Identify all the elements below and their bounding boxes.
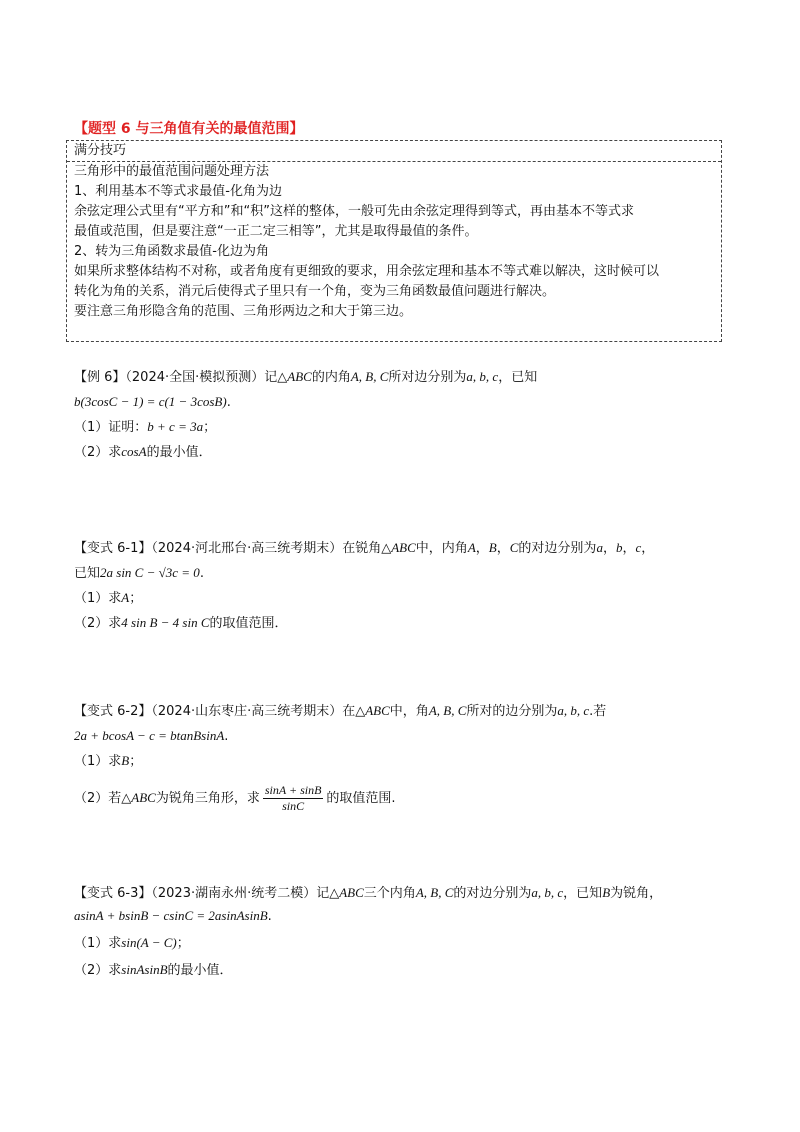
tips-line: 最值或范围，但是要注意“一正二定三相等”，尤其是取得最值的条件。 <box>74 224 478 239</box>
stem-text: ， <box>602 541 616 556</box>
question-suffix: 的取值范围. <box>326 791 396 806</box>
question-math: cosA <box>121 444 147 459</box>
stem-text: 所对的边分别为 <box>466 704 558 719</box>
problem-example-6 <box>74 366 537 462</box>
sides-math: a, b, c <box>557 703 590 718</box>
question-suffix: ； <box>203 420 217 435</box>
tips-line: 余弦定理公式里有“平方和”和“积”这样的整体，一般可先由余弦定理得到等式，再由基本不等式求 <box>74 204 634 219</box>
stem-text: 为锐角， <box>610 886 663 901</box>
tips-line: 1、利用基本不等式求最值-化角为边 <box>74 184 282 199</box>
tips-line: 要注意三角形隐含角的范围、三角形两边之和大于第三边。 <box>74 304 413 319</box>
stem-text: 中，内角 <box>415 541 468 556</box>
triangle-symbol: △ABC <box>355 703 390 718</box>
question-math: B <box>121 753 130 768</box>
problem-variant-6-1 <box>74 537 654 633</box>
stem-text: ，已知 <box>563 886 603 901</box>
tips-heading: 满分技巧 <box>74 143 127 158</box>
question-suffix: ； <box>176 936 190 951</box>
stem-text: ， <box>641 541 655 556</box>
question-1 <box>74 750 606 771</box>
question-prefix: （2）求 <box>74 963 122 978</box>
stem-text: 所对边分别为 <box>388 370 467 385</box>
question-suffix: 的最小值． <box>167 963 233 978</box>
problem-condition <box>74 562 654 583</box>
stem-text: 三个内角 <box>363 886 416 901</box>
problem-variant-6-3 <box>74 882 662 980</box>
stem-text: .若 <box>589 704 607 719</box>
condition-math: asinA + bsinB − csinC = 2asinAsinB <box>74 908 268 923</box>
stem-text: 的内角 <box>311 370 351 385</box>
sides-math: a, b, c <box>466 369 499 384</box>
problem-stem <box>74 882 662 903</box>
question-math: 4 sin B − 4 sin C <box>121 615 210 630</box>
question-prefix: （1）求 <box>74 591 122 606</box>
question-prefix: （1）求 <box>74 754 122 769</box>
problem-label: 【变式 6-2】 <box>74 704 152 719</box>
stem-text: 为锐角三角形，求 <box>155 791 260 806</box>
tips-line: 2、转为三角函数求最值-化边为角 <box>74 244 269 259</box>
problem-stem <box>74 366 537 387</box>
problem-source: （2024·全国·模拟预测）记 <box>125 370 278 385</box>
question-math: sin(A − C) <box>121 935 177 950</box>
stem-text: . <box>224 729 229 744</box>
triangle-symbol: △ABC <box>277 369 312 384</box>
question-prefix: （2）求 <box>74 616 122 631</box>
side-math: a <box>596 540 603 555</box>
question-suffix: 的最小值． <box>146 445 212 460</box>
question-prefix: （2）求 <box>74 445 122 460</box>
triangle-symbol: △ABC <box>329 885 364 900</box>
stem-text: . <box>199 566 204 581</box>
question-2 <box>74 441 537 462</box>
side-math: b <box>615 540 623 555</box>
problem-label: 【变式 6-3】 <box>74 886 152 901</box>
fraction <box>263 783 324 814</box>
question-prefix: （2）若 <box>74 791 122 806</box>
question-1 <box>74 932 662 953</box>
tips-box <box>66 140 722 342</box>
problem-source: （2024·山东枣庄·高三统考期末）在 <box>151 704 356 719</box>
problem-condition <box>74 391 537 412</box>
stem-text: 中，角 <box>389 704 429 719</box>
angles-math: A, B, C <box>415 885 454 900</box>
problem-variant-6-2 <box>74 700 606 815</box>
question-math: sinAsinB <box>121 962 168 977</box>
problem-condition <box>74 725 606 746</box>
question-prefix: （1）证明： <box>74 420 148 435</box>
stem-text: ， <box>622 541 636 556</box>
question-math: b + c = 3a <box>147 419 204 434</box>
condition-math: 2a sin C − √3c = 0 <box>100 565 200 580</box>
question-suffix: 的取值范围． <box>209 616 288 631</box>
stem-text: . <box>267 909 272 924</box>
sides-math: a, b, c <box>531 885 564 900</box>
stem-text: . <box>226 395 231 410</box>
problem-condition <box>74 905 662 926</box>
triangle-symbol: △ABC <box>381 540 416 555</box>
side-math: c <box>635 540 642 555</box>
tips-line: 如果所求整体结构不对称，或者角度有更细致的要求，用余弦定理和基本不等式难以解决，这时候可以 <box>74 264 660 279</box>
question-suffix: ； <box>129 754 143 769</box>
problem-source: （2023·湖南永州·统考二模）记 <box>151 886 330 901</box>
stem-text: ， <box>496 541 510 556</box>
question-math: A <box>121 590 130 605</box>
triangle-symbol: △ABC <box>121 790 156 805</box>
angles-math: A, B, C <box>428 703 467 718</box>
question-2 <box>74 612 654 633</box>
condition-math: 2a + bcosA − c = btanBsinA <box>74 728 225 743</box>
question-1 <box>74 587 654 608</box>
problem-stem <box>74 700 606 721</box>
question-prefix: （1）求 <box>74 936 122 951</box>
stem-text: 已知 <box>74 566 101 581</box>
problem-source: （2024·河北邢台·高三统考期末）在锐角 <box>151 541 382 556</box>
angle-math: B <box>602 885 611 900</box>
condition-math: b(3cosC − 1) = c(1 − 3cosB) <box>74 394 227 409</box>
fraction-numerator: sinA + sinB <box>264 783 322 797</box>
question-2 <box>74 959 662 980</box>
angle-math: B <box>488 540 497 555</box>
question-2 <box>74 781 606 815</box>
tips-line: 转化为角的关系，消元后使得式子里只有一个角，变为三角函数最值问题进行解决。 <box>74 284 556 299</box>
stem-text: ， <box>475 541 489 556</box>
fraction-denominator: sinC <box>282 799 305 813</box>
section-title: 【题型 6 与三角值有关的最值范围】 <box>74 121 304 137</box>
problem-label: 【例 6】 <box>74 370 126 385</box>
angle-math: C <box>509 540 519 555</box>
problem-label: 【变式 6-1】 <box>74 541 152 556</box>
stem-text: 的对边分别为 <box>453 886 532 901</box>
angle-math: A <box>467 540 476 555</box>
question-suffix: ； <box>129 591 143 606</box>
question-1 <box>74 416 537 437</box>
angles-math: A, B, C <box>350 369 389 384</box>
stem-text: ，已知 <box>498 370 538 385</box>
stem-text: 的对边分别为 <box>518 541 597 556</box>
tips-line: 三角形中的最值范围问题处理方法 <box>74 164 270 179</box>
problem-stem <box>74 537 654 558</box>
